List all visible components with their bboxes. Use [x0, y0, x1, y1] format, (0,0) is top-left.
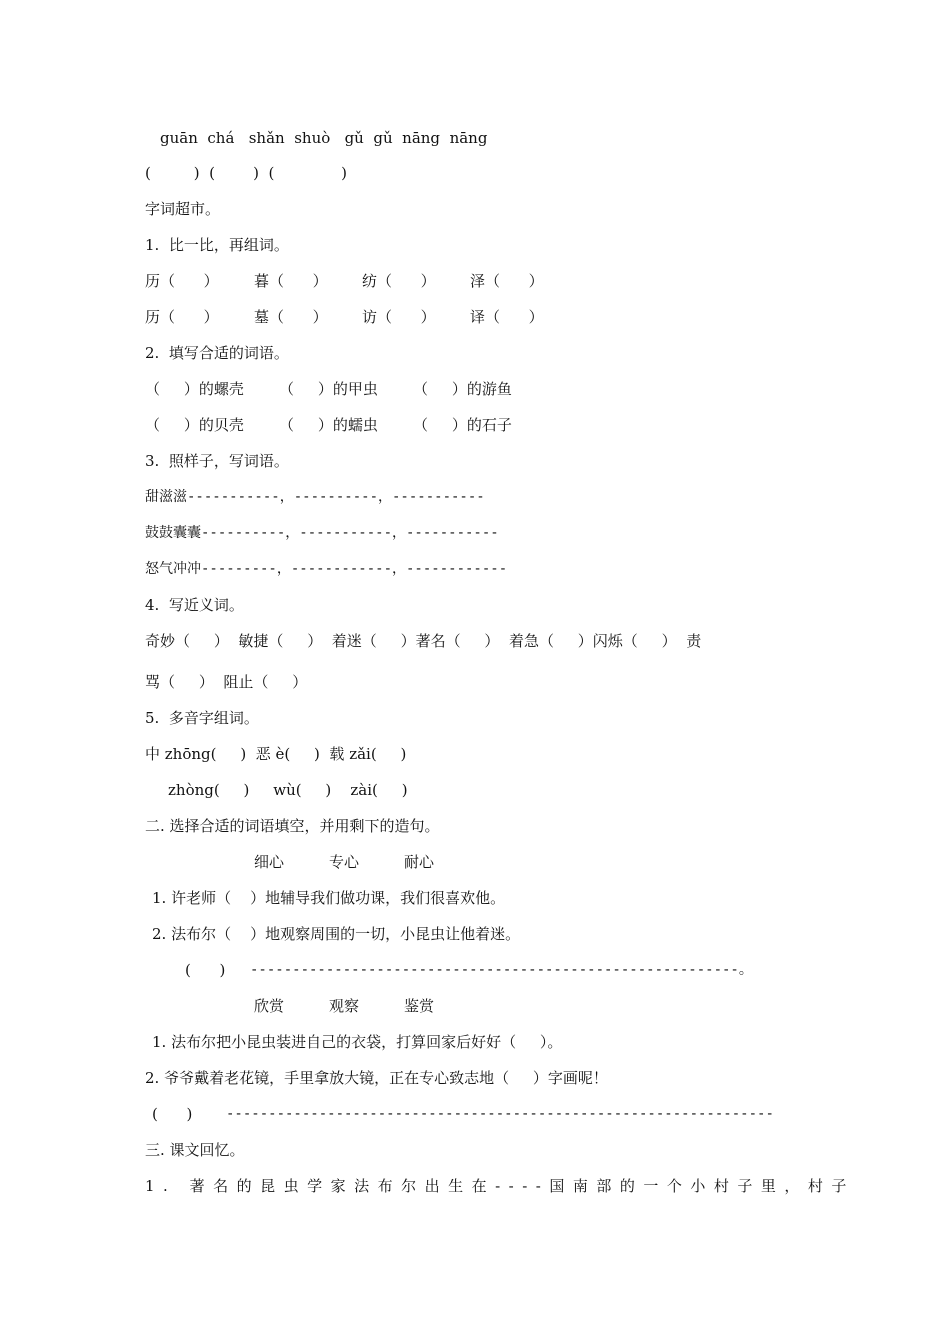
pattern-line: 甜滋滋-----------，----------，-----------	[145, 489, 485, 505]
polyphone-line: 中 zhōng( ) 恶 è( ) 载 zǎi( )	[145, 745, 407, 763]
blank-paren: ( )	[185, 961, 226, 979]
section-title: 字词超市。	[145, 200, 221, 218]
compare-item: 泽（ ）	[470, 272, 544, 290]
section-title: 二. 选择合适的词语填空，并用剩下的造句。	[145, 817, 440, 835]
polyphone-line: zhòng( ) wù( ) zài( )	[168, 781, 408, 799]
fill-item: （ ）的蠕虫	[279, 416, 378, 434]
compare-item: 译（ ）	[470, 308, 544, 326]
compare-item: 纺（ ）	[362, 272, 436, 290]
blank-paren: ( )	[152, 1105, 193, 1123]
question-title: 4. 写近义词。	[145, 596, 244, 614]
sentence: 2. 法布尔（ ）地观察周围的一切，小昆虫让他着迷。	[152, 925, 521, 943]
section-title: 三. 课文回忆。	[145, 1141, 245, 1159]
word-choice: 欣赏	[254, 997, 285, 1015]
synonym-line: 骂（ ） 阻止（ ）	[145, 673, 308, 691]
blank-line: ----------------------------------------------------------。	[250, 962, 753, 978]
pinyin-row: guān chá shǎn shuò gǔ gǔ nāng nāng	[160, 129, 488, 147]
compare-item: 墓（ ）	[254, 308, 328, 326]
pattern-line: 鼓鼓囊囊----------，-----------，-----------	[145, 525, 499, 541]
fill-item: （ ）的螺壳	[145, 380, 244, 398]
sentence: 1. 许老师（ ）地辅导我们做功课，我们很喜欢他。	[152, 889, 506, 907]
word-choice: 专心	[329, 853, 360, 871]
synonym-line: 奇妙（ ） 敏捷（ ） 着迷（ ）著名（ ） 着急（ ）闪烁（ ） 责	[145, 632, 702, 650]
recall-question: 1. 著名的昆虫学家法布尔出生在----国南部的一个小村子里，村子	[145, 1177, 855, 1195]
fill-item: （ ）的游鱼	[413, 380, 512, 398]
answer-bracket-row: ( ) ( ) ( )	[145, 164, 347, 182]
blank-line: -----------------------------------------------------------------	[226, 1106, 774, 1122]
fill-item: （ ）的贝壳	[145, 416, 244, 434]
compare-item: 历（ ）	[145, 272, 219, 290]
fill-item: （ ）的石子	[413, 416, 512, 434]
question-title: 3. 照样子，写词语。	[145, 452, 289, 470]
compare-item: 暮（ ）	[254, 272, 328, 290]
word-choice: 观察	[329, 997, 360, 1015]
pattern-line: 怒气冲冲---------，------------，------------	[145, 561, 508, 577]
compare-item: 访（ ）	[362, 308, 436, 326]
sentence: 1. 法布尔把小昆虫装进自己的衣袋，打算回家后好好（ ）。	[152, 1033, 563, 1051]
word-choice: 耐心	[404, 853, 435, 871]
word-choice: 细心	[254, 853, 285, 871]
sentence: 2. 爷爷戴着老花镜，手里拿放大镜，正在专心致志地（ ）字画呢！	[145, 1069, 608, 1087]
word-choice: 鉴赏	[404, 997, 435, 1015]
compare-item: 历（ ）	[145, 308, 219, 326]
fill-item: （ ）的甲虫	[279, 380, 378, 398]
question-title: 1. 比一比，再组词。	[145, 236, 289, 254]
question-title: 5. 多音字组词。	[145, 709, 259, 727]
question-title: 2. 填写合适的词语。	[145, 344, 289, 362]
